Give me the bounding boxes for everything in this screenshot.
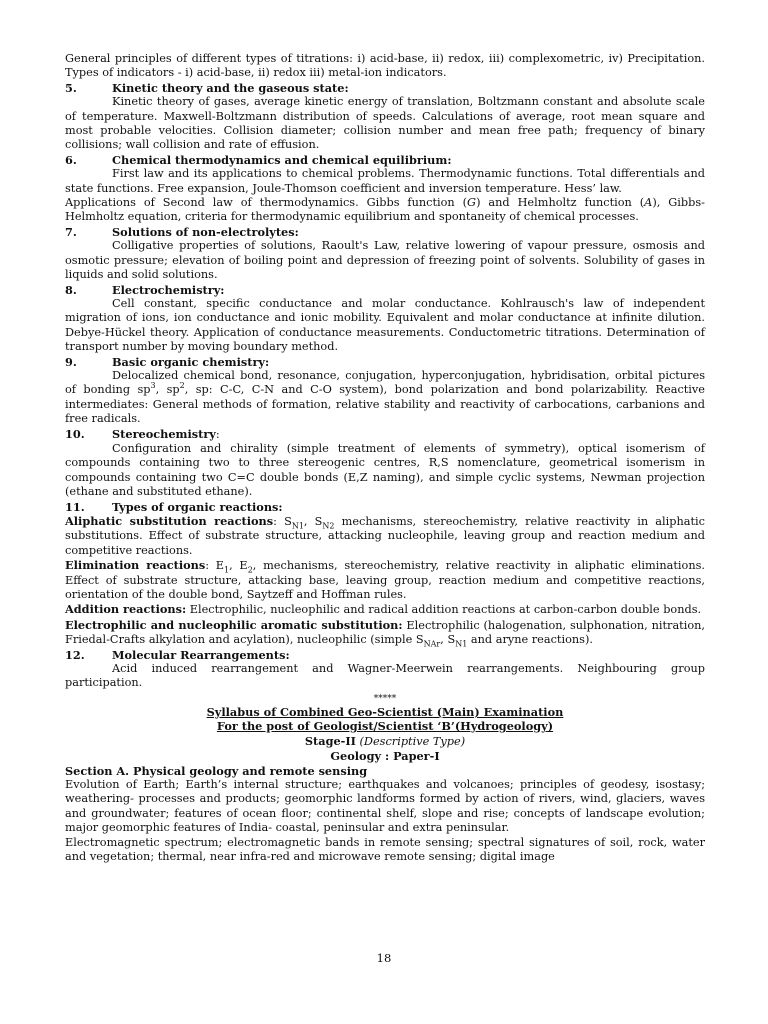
section-10-body: Configuration and chirality (simple treatment of elements of symmetry), optical isomerism of compounds containing two to three stereogenic centres, R,S nomenclature, geometrical isomerism in compounds containing two C=C double bonds (E,Z naming), and simple cyclic systems, Newman projection (ethane and substituted ethane). [65,441,705,499]
section-a-paragraph-2: Electromagnetic spectrum; electromagnetic bands in remote sensing; spectral signatures of soil, rock, water and vegetation; thermal, near infra-red and microwave remote sensing; digital image [65,835,705,863]
section-6-body-1: First law and its applications to chemical problems. Thermodynamic functions. Total differentials and state functions. Free expansion, Joule-Thomson coefficient and inversion temperature. Hess’ law. [65,167,705,195]
section-6-heading [65,153,705,167]
section-number: 7. [65,224,77,239]
section-5-heading [65,81,705,95]
section-10-heading: 10. Stereochemistry: [65,426,220,441]
section-number: 5. [65,80,77,95]
section-number: 8. [65,282,77,297]
section-9-body: Delocalized chemical bond, resonance, conjugation, hyperconjugation, hybridisation, orbital pictures of bonding $sp^3$, $sp^2$, sp: C-C, C-N and C-O system), bond polarization and bond polarizability. Reactive intermediates: General methods of formation, relative stability and reactivity of carbocations, carbanions and free radicals. [65,368,705,426]
section-number: 12. [65,647,85,662]
section-title: Basic organic chemistry: [112,354,270,369]
section-title: Kinetic theory and the gaseous state: [112,80,349,95]
section-5-body: Kinetic theory of gases, average kinetic energy of translation, Boltzmann constant and absolute scale of temperature. Maxwell-Boltzmann distribution of speeds. Calculations of average, root mean square and most probable velocities. Collision diameter; collision number and mean free path; frequency of binary collisions; wall collision and rate of effusion. [65,95,705,152]
section-7-heading [65,225,705,239]
page-number: 18 [376,951,392,965]
aliphatic-substitution-paragraph: Aliphatic substitution reactions: $S_{N1}$, $S_{N2}$ mechanisms, stereochemistry, relative reactivity in aliphatic substitutions. Effect of substrate structure, attacking nucleophile, leaving group and reaction medium and competitive reactions. [65,514,705,557]
section-title: Solutions of non-electrolytes: [112,224,299,239]
section-number: 11. [65,499,85,514]
section-8-body: Cell constant, specific conductance and molar conductance. Kohlrausch's law of independent migration of ions, ion conductance and ionic mobility. Equivalent and molar conductance at infinite dilution. Debye-Hückel theory. Application of conductance measurements. Conductometric titrations. Determination of transport number by moving boundary method. [65,296,705,354]
section-12-heading [65,648,705,662]
section-number: 10. [65,426,85,441]
document-page [65,52,705,864]
aromatic-substitution-paragraph: Electrophilic and nucleophilic aromatic substitution: Electrophilic (halogenation, sulphonation, nitration, Friedal-Crafts alkylation and acylation), nucleophilic (simple $S_{NAr}$, $S_{N1}$ and aryne reactions). [65,617,705,649]
section-a-paragraph-1: Evolution of Earth; Earth’s internal structure; earthquakes and volcanoes; principles of geodesy, isostasy; weathering- processes and products; geomorphic landforms formed by action of rivers, wind, glaciers, waves and groundwater; features of ocean floor; continental shelf, slope and rise; concepts of landscape evolution; major geomorphic features of India- coastal, peninsular and extra peninsular. [65,777,705,835]
section-number: 6. [65,152,77,167]
syllabus-title: Syllabus of Combined Geo-Scientist (Main) Examination [206,704,564,719]
elimination-paragraph: Elimination reactions: $E_1$, $E_2$, mechanisms, stereochemistry, relative reactivity in aliphatic eliminations. Effect of substrate structure, attacking base, leaving group, reaction medium and competitive reactions, orientation of the double bond, Saytzeff and Hoffman rules. [65,558,705,602]
section-11-heading [65,500,705,514]
stage-line: Stage-II (Descriptive Type) [304,733,466,748]
section-title: Types of organic reactions: [112,499,283,514]
section-6-body-2: Applications of Second law of thermodynamics. Gibbs function (G) and Helmholtz function (A), Gibbs-Helmholtz equation, criteria for thermodynamic equilibrium and spontaneity of chemical processes. [65,196,705,224]
section-number: 9. [65,354,77,369]
section-title: Chemical thermodynamics and chemical equilibrium: [112,152,452,167]
separator-stars: ***** [373,693,397,704]
syllabus-subtitle: For the post of Geologist/Scientist ‘B’(Hydrogeology) [216,719,554,734]
section-9-heading [65,355,705,369]
section-title: Electrochemistry: [112,282,225,297]
addition-paragraph: Addition reactions: Electrophilic, nucleophilic and radical addition reactions at carbon-carbon double bonds. [65,602,702,617]
section-8-heading [65,283,705,297]
intro-paragraph: General principles of different types of titrations: i) acid-base, ii) redox, iii) complexometric, iv) Precipitation. Types of indicators - i) acid-base, ii) redox iii) metal-ion indicators. [65,52,705,80]
section-a-heading: Section A. Physical geology and remote sensing [65,763,368,778]
section-7-body: Colligative properties of solutions, Raoult's Law, relative lowering of vapour pressure, osmosis and osmotic pressure; elevation of boiling point and depression of freezing point of solvents. Solubility of gases in liquids and solid solutions. [65,239,705,282]
section-title: Molecular Rearrangements: [112,647,290,662]
paper-title: Geology : Paper-I [330,749,440,764]
section-title: Stereochemistry [112,426,216,441]
section-12-body: Acid induced rearrangement and Wagner-Meerwein rearrangements. Neighbouring group participation. [65,662,705,690]
